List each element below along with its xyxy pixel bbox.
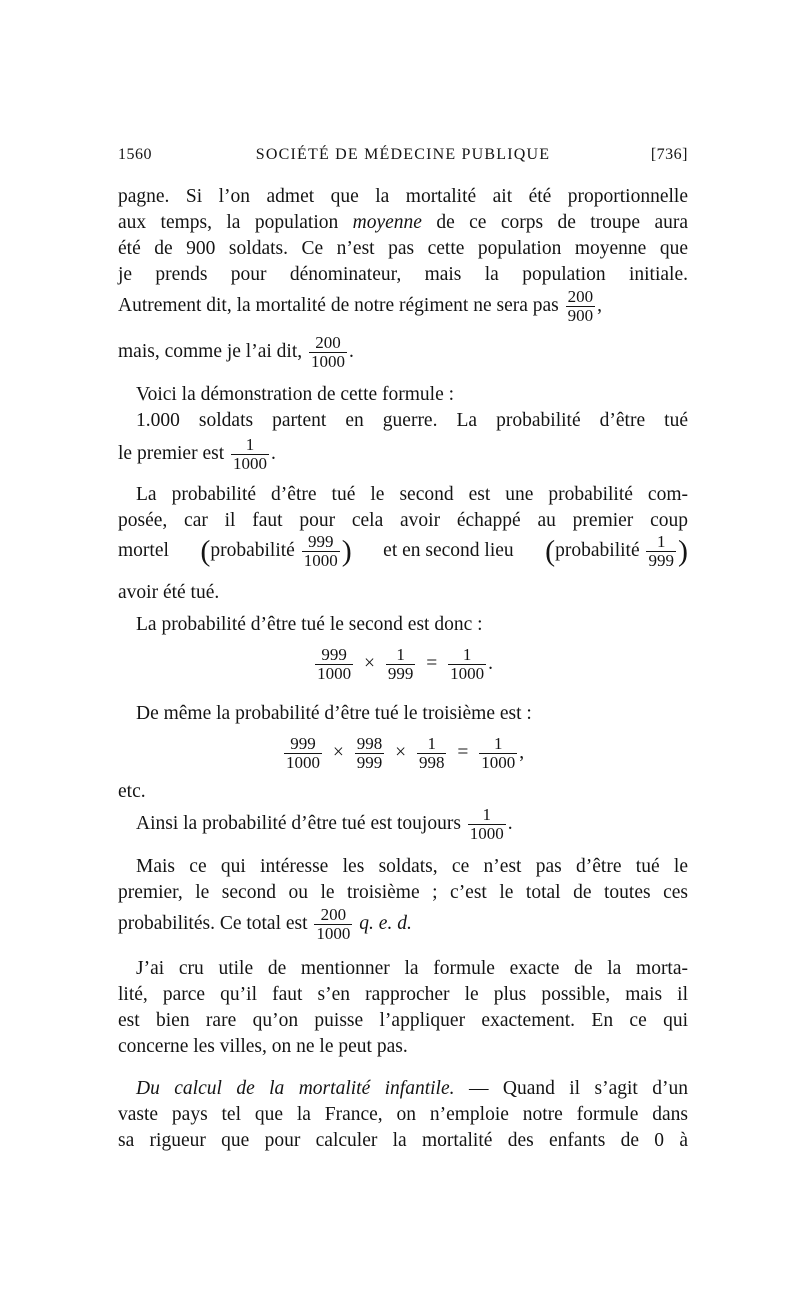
text-line: posée, car il faut pour cela avoir échappé au premier coup bbox=[118, 510, 688, 531]
text-line: pagne. Si l’on admet que la mortalité ait été proportionnelle bbox=[118, 186, 688, 207]
text-line-fraction: Autrement dit, la mortalité de notre régiment ne sera pas $\frac{200}{900}$ , bbox=[118, 287, 603, 325]
equation-third: $\frac{999}{1000}$ × $\frac{998}{999}$ × $\frac{1}{998}$ = $\frac{1}{1000}$ , bbox=[285, 734, 525, 772]
fraction: $\frac{1}{1000}$ bbox=[481, 734, 516, 772]
page-number: 1560 bbox=[118, 146, 152, 163]
text-line: Voici la démonstration de cette formule : bbox=[136, 384, 455, 405]
text-line: été de 900 soldats. Ce n’est pas cette population moyenne que bbox=[118, 238, 688, 259]
equation-second: $\frac{999}{1000}$ × $\frac{1}{999}$ = $\frac{1}{1000}$ . bbox=[317, 645, 493, 683]
text-line: est bien rare qu’on puisse l’appliquer exactement. En ce qui bbox=[118, 1010, 688, 1031]
text-line: La probabilité d’être tué le second est une probabilité com- bbox=[136, 484, 688, 505]
text-line: vaste pays tel que la France, on n’emploie notre formule dans bbox=[118, 1104, 688, 1125]
text-line: avoir été tué. bbox=[118, 582, 220, 603]
emphasis: moyenne bbox=[352, 212, 422, 233]
fraction: $\frac{1}{999}$ bbox=[387, 645, 414, 683]
text-line: etc. bbox=[118, 781, 146, 802]
text-line: premier, le second ou le troisième ; c’est le total de toutes ces bbox=[118, 882, 688, 903]
text-line: Mais ce qui intéresse les soldats, ce n’est pas d’être tué le bbox=[136, 856, 688, 877]
text-line: 1.000 soldats partent en guerre. La probabilité d’être tué bbox=[136, 410, 688, 431]
qed: q. e. d. bbox=[359, 912, 412, 934]
journal-title: SOCIÉTÉ DE MÉDECINE PUBLIQUE bbox=[255, 146, 551, 163]
text-line-fraction: mais, comme je l’ai dit, $\frac{200}{1000}$ . bbox=[118, 333, 354, 371]
fraction: $\frac{999}{1000}$ bbox=[303, 532, 338, 570]
fraction: $\frac{200}{1000}$ bbox=[316, 905, 351, 943]
text-line: De même la probabilité d’être tué le troisième est : bbox=[136, 703, 532, 724]
text-line: je prends pour dénominateur, mais la population initiale. bbox=[118, 264, 688, 285]
text-line: sa rigueur que pour calculer la mortalité des enfants de 0 à bbox=[118, 1130, 688, 1151]
fraction: $\frac{200}{1000}$ bbox=[311, 333, 345, 371]
page-reference: [736] bbox=[650, 146, 688, 163]
text-line-fraction: probabilités. Ce total est $\frac{200}{1000}$ q. e. d. bbox=[118, 905, 412, 943]
section-heading: Du calcul de la mortalité infantile. bbox=[136, 1078, 455, 1099]
fraction: $\frac{1}{1000}$ bbox=[450, 645, 485, 683]
text-line: concerne les villes, on ne le peut pas. bbox=[118, 1036, 408, 1057]
fraction: $\frac{998}{999}$ bbox=[356, 734, 383, 772]
text-line-fraction: Ainsi la probabilité d’être tué est toujours $\frac{1}{1000}$ . bbox=[136, 805, 513, 843]
text-line: lité, parce qu’il faut s’en rapprocher le plus possible, mais il bbox=[118, 984, 688, 1005]
text-line-fraction: le premier est $\frac{1}{1000}$ . bbox=[118, 435, 276, 473]
fraction: $\frac{200}{900}$ bbox=[567, 287, 594, 325]
fraction: $\frac{999}{1000}$ bbox=[285, 734, 320, 772]
fraction: $\frac{1}{998}$ bbox=[418, 734, 445, 772]
fraction: $\frac{1}{1000}$ bbox=[469, 805, 504, 843]
text-line-fraction: mortel (probabilité $\frac{999}{1000}$ ) et en second lieu (probabilité $\frac{1}{999}$ ) bbox=[118, 532, 688, 570]
running-header bbox=[118, 146, 688, 166]
section-heading-line: Du calcul de la mortalité infantile. — Quand il s’agit d’un bbox=[136, 1078, 689, 1099]
fraction: $\frac{1}{1000}$ bbox=[233, 435, 267, 473]
text-line: aux temps, la population moyenne de ce corps de troupe aura bbox=[118, 212, 689, 233]
fraction: $\frac{1}{999}$ bbox=[648, 532, 674, 570]
fraction: $\frac{999}{1000}$ bbox=[317, 645, 352, 683]
text-line: La probabilité d’être tué le second est donc : bbox=[136, 614, 483, 635]
text-line: J’ai cru utile de mentionner la formule exacte de la morta- bbox=[136, 958, 688, 979]
